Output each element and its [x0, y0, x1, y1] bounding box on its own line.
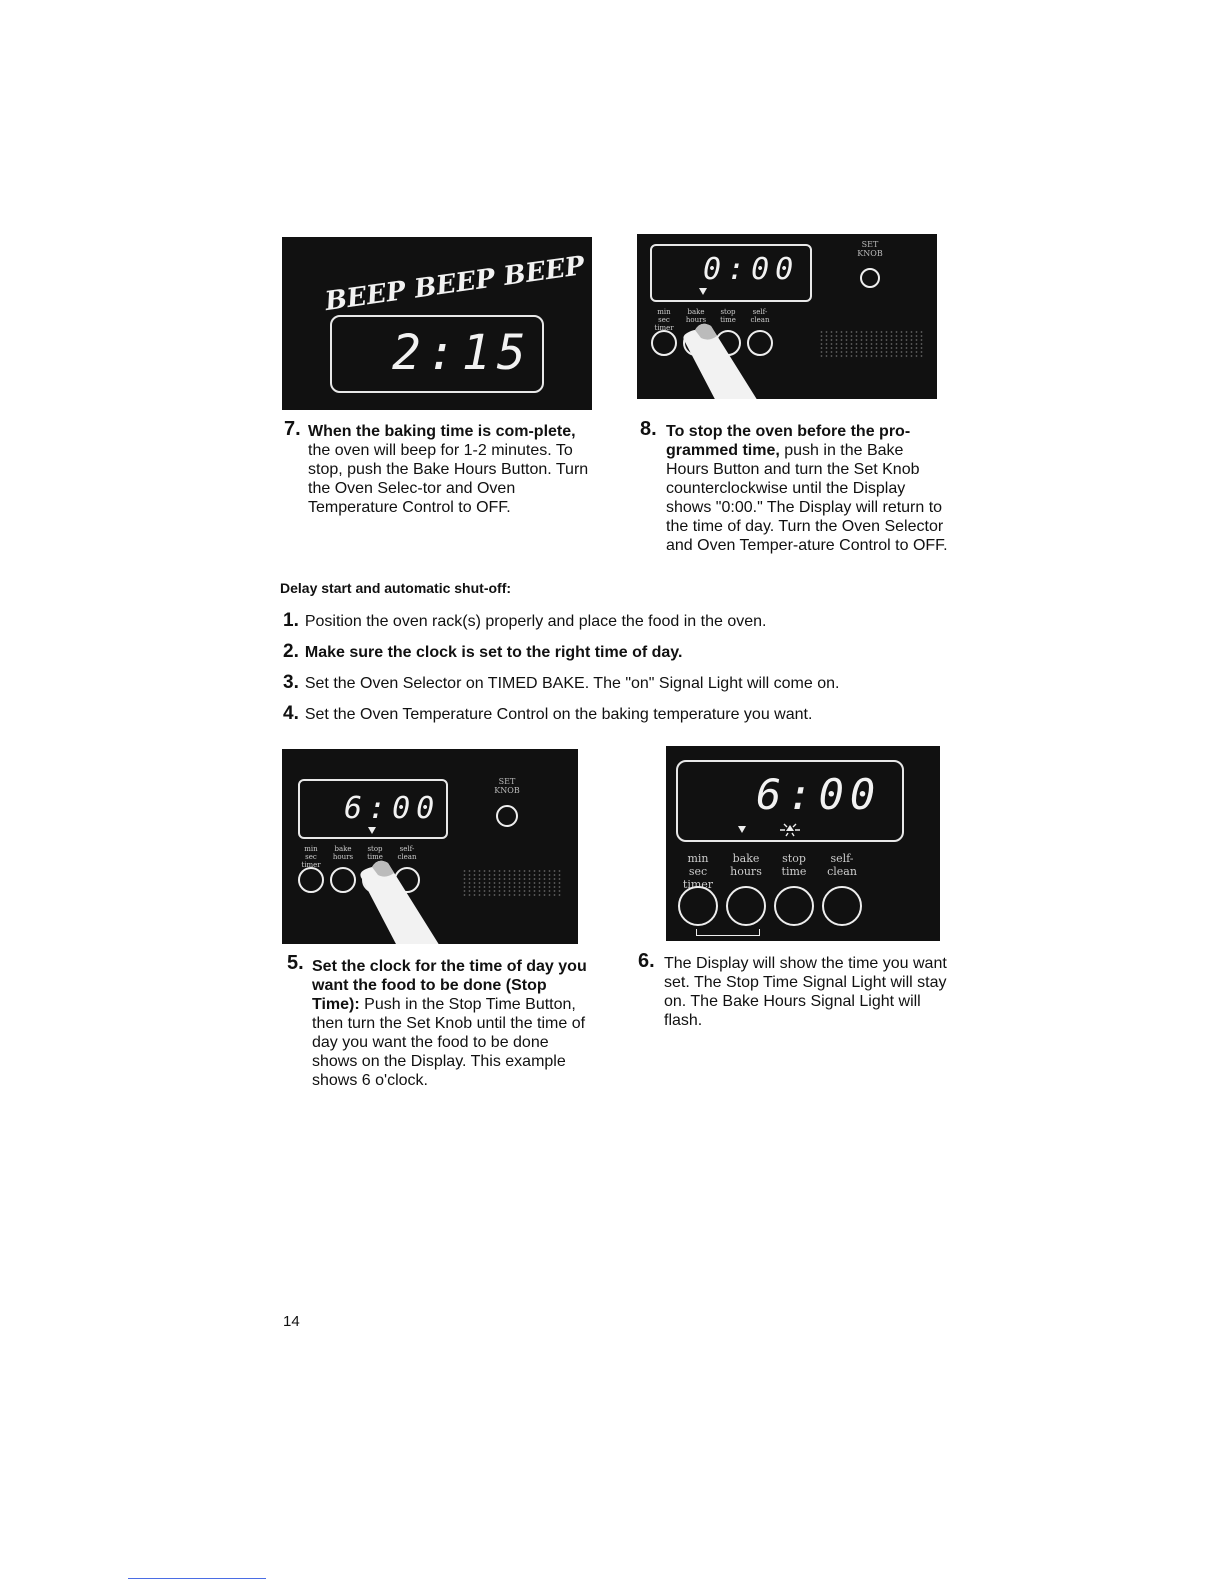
bracket-line	[696, 929, 760, 936]
display-digits: 6:00	[344, 791, 441, 826]
step-6-caption	[664, 954, 948, 1030]
step-7-bold: When the baking time is com-plete,	[308, 423, 576, 440]
display-digits: 0:00	[703, 252, 800, 287]
control-button	[330, 867, 356, 893]
step-8-caption	[666, 422, 950, 555]
flashing-light-icon	[778, 822, 802, 838]
control-button	[651, 330, 677, 356]
set-knob-icon	[496, 805, 518, 827]
button-label: min sec timer	[301, 845, 321, 869]
step-2-text: Make sure the clock is set to the right time of day.	[304, 644, 683, 661]
step-3-number: 3.	[283, 672, 299, 693]
step-5-bold: Set the clock for the time of day you want the food to be done (Stop Time):	[312, 958, 587, 1013]
beep-text: BEEP BEEP BEEP	[323, 250, 587, 318]
button-label: stop time	[367, 845, 383, 861]
control-buttons	[678, 886, 862, 926]
button-label: stop time	[720, 308, 736, 324]
control-button	[774, 886, 814, 926]
button-label: bake hours	[332, 845, 354, 861]
step-8-bold: To stop the oven before the pro-grammed time,	[666, 423, 911, 459]
step-1-text: Position the oven rack(s) properly and place the food in the oven.	[304, 613, 767, 630]
step-2	[283, 641, 682, 663]
control-button	[298, 867, 324, 893]
display-set-time-illustration	[666, 746, 940, 941]
step-7-number: 7.	[284, 418, 301, 440]
instruction-text-graphic	[462, 869, 562, 897]
button-label: bake hours	[685, 308, 707, 324]
button-label: self-clean	[750, 308, 770, 324]
button-label: self-clean	[827, 852, 857, 878]
control-button	[678, 886, 718, 926]
stop-oven-illustration	[637, 234, 937, 399]
step-7-text: the oven will beep for 1-2 minutes. To stop, push the Bake Hours Button. Turn the Oven Selec-tor and Oven Temperature Control to OFF.	[308, 442, 589, 516]
stop-time-illustration	[282, 749, 578, 944]
display-digits: 2:15	[392, 325, 532, 381]
step-2-number: 2.	[283, 641, 299, 662]
step-5-number: 5.	[287, 952, 304, 974]
control-button	[726, 886, 766, 926]
step-3	[283, 672, 839, 694]
button-label: stop time	[781, 852, 807, 878]
section-heading: Delay start and automatic shut-off:	[280, 580, 512, 596]
pointing-finger-icon	[358, 853, 448, 944]
page-number: 14	[283, 1313, 300, 1330]
button-label: min sec timer	[654, 308, 674, 332]
beep-display-illustration	[282, 237, 592, 410]
knob-label: SET KNOB	[857, 240, 883, 258]
pointing-finger-icon	[681, 316, 771, 399]
display-digits: 6:00	[756, 770, 882, 819]
step-4	[283, 703, 812, 725]
step-1	[283, 610, 766, 632]
step-8-text: push in the Bake Hours Button and turn the Set Knob counterclockwise until the Display shows "0:00." The Display will return to the time of day. Turn the Oven Selector and Oven Temper-ature Control to OFF.	[666, 442, 948, 554]
step-4-number: 4.	[283, 703, 299, 724]
step-1-number: 1.	[283, 610, 299, 631]
set-knob-icon	[860, 268, 880, 288]
step-4-text: Set the Oven Temperature Control on the baking temperature you want.	[304, 706, 813, 723]
step-6-number: 6.	[638, 950, 655, 972]
step-7-caption	[308, 422, 590, 517]
button-label: min sec timer	[682, 852, 714, 891]
signal-indicator-icon	[738, 826, 746, 833]
signal-indicator-icon	[368, 827, 376, 834]
button-label: self-clean	[397, 845, 417, 861]
step-5-caption	[312, 957, 594, 1090]
step-3-text: Set the Oven Selector on TIMED BAKE. The "on" Signal Light will come on.	[304, 675, 840, 692]
step-8-number: 8.	[640, 418, 657, 440]
button-label: bake hours	[730, 852, 762, 878]
instruction-text-graphic	[819, 330, 923, 358]
footnote-rule	[128, 1578, 266, 1579]
control-button	[822, 886, 862, 926]
signal-indicator-icon	[699, 288, 707, 295]
step-5-text: Push in the Stop Time Button, then turn the Set Knob until the time of day you want the food to be done shows on the Display. This example shows 6 o'clock.	[312, 996, 586, 1089]
step-6-text: The Display will show the time you want set. The Stop Time Signal Light will stay on. The Bake Hours Signal Light will flash.	[664, 955, 947, 1029]
knob-label: SET KNOB	[494, 777, 520, 795]
